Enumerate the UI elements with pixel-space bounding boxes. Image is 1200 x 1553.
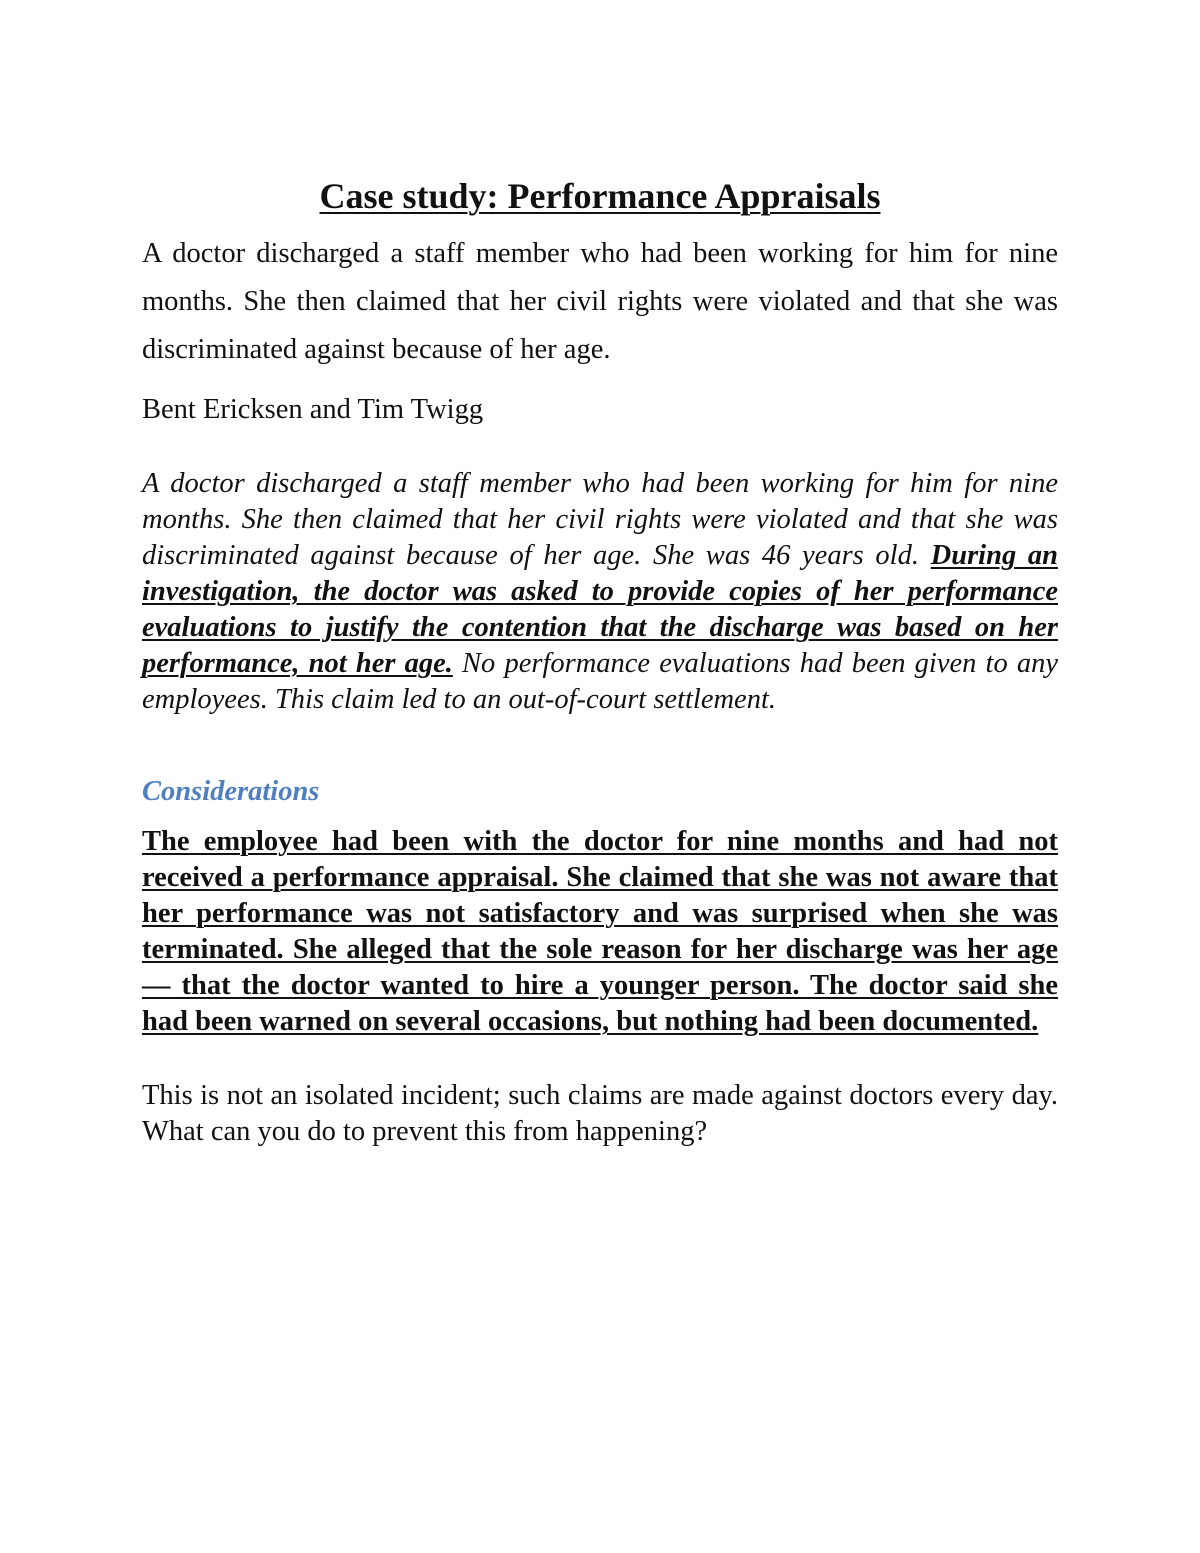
case-description (142, 466, 1058, 718)
case-text-emphasis: During an investigation, the doctor was asked to provide copies of her performance evaluations to justify the contention that the discharge was based on her performance, not her age. (142, 540, 1058, 679)
intro-paragraph: A doctor discharged a staff member who had been working for him for nine months. She then claimed that her civil rights were violated and that she was discriminated against because of her age. (142, 238, 1058, 365)
case-text-part-1: A doctor discharged a staff member who had been working for him for nine months. She then claimed that her civil rights were violated and that she was discriminated against because of her age. She was 46 years old. (142, 468, 1058, 571)
case-text-part-2: No performance evaluations had been given to any employees. This claim led to an out-of-court settlement. (142, 648, 1058, 715)
document-content (142, 172, 1058, 1150)
author-byline: Bent Ericksen and Tim Twigg (142, 394, 484, 425)
page-title: Case study: Performance Appraisals (319, 176, 881, 216)
closing-question: This is not an isolated incident; such claims are made against doctors every day. What can you do to prevent this from happening? (142, 1080, 1058, 1147)
considerations-body: The employee had been with the doctor for nine months and had not received a performance appraisal. She claimed that she was not aware that her performance was not satisfactory and was surprised when she was terminated. She alleged that the sole reason for her discharge was her age — that the doctor wanted to hire a younger person. The doctor said she had been warned on several occasions, but nothing had been documented. (142, 826, 1058, 1037)
considerations-heading: Considerations (142, 776, 320, 807)
